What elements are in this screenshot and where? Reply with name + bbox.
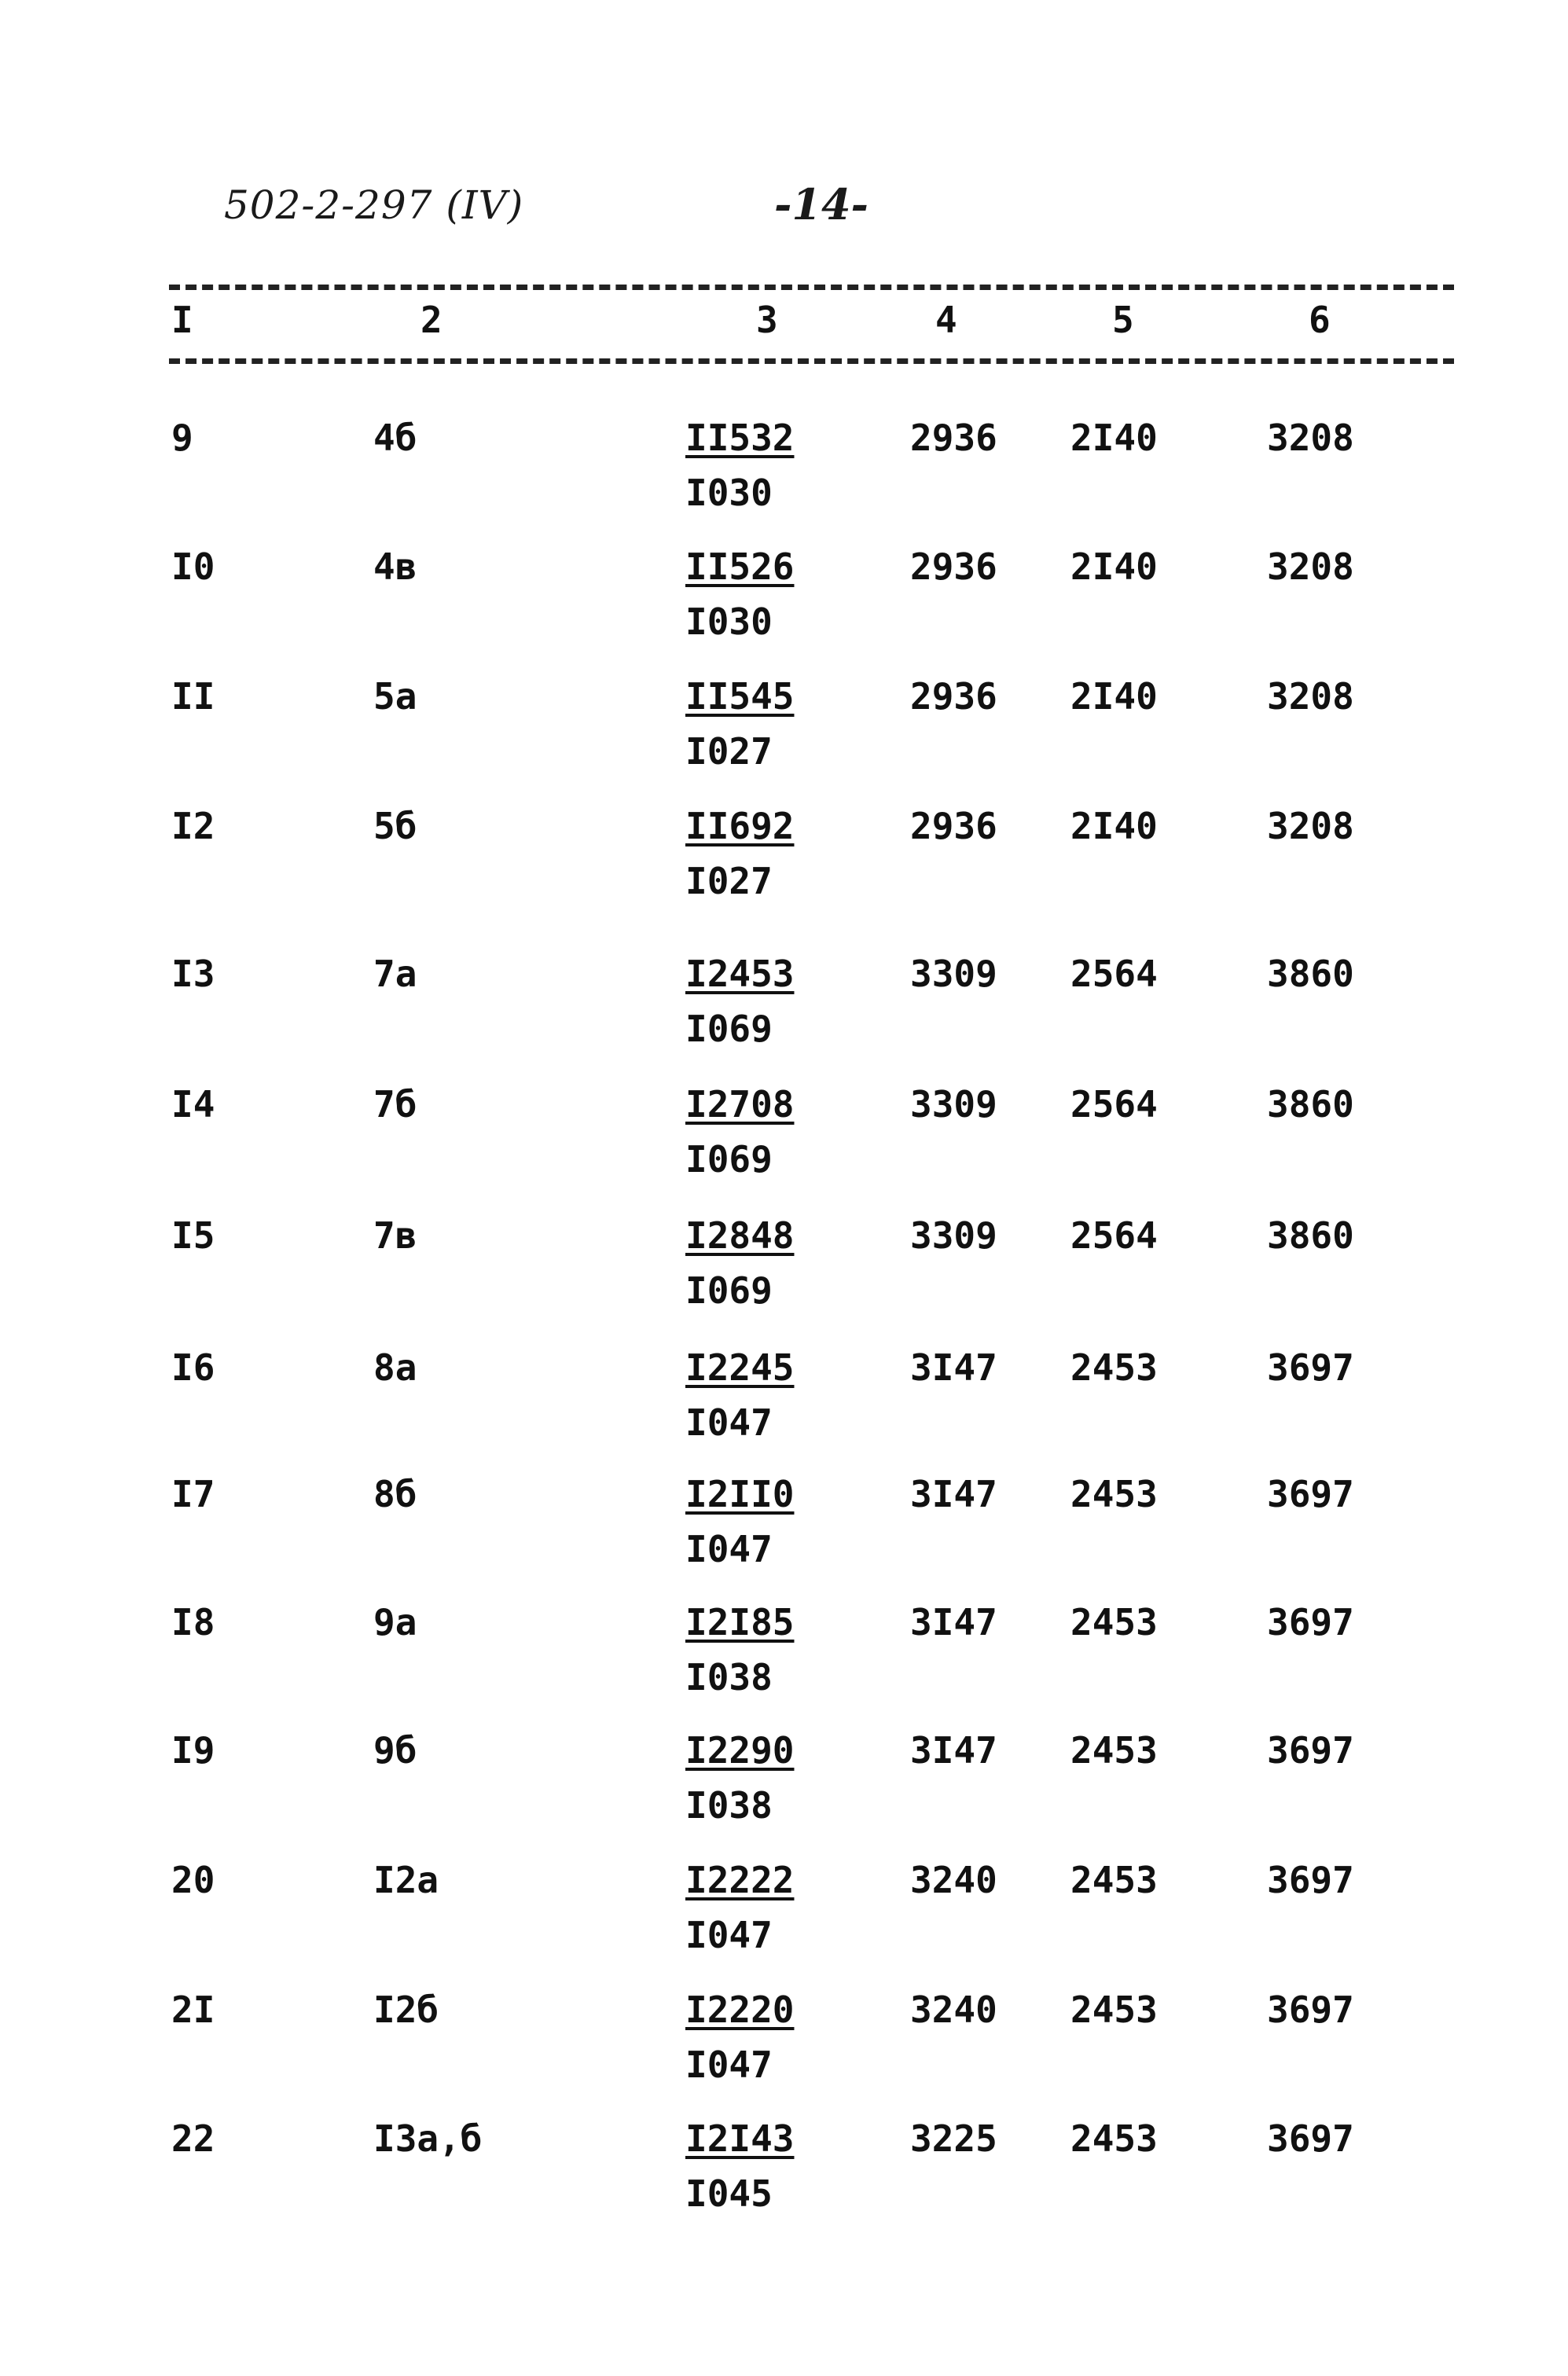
row-type: 8а <box>373 1346 417 1389</box>
fraction-denominator: I047 <box>685 1528 773 1570</box>
column-header-3: 3 <box>756 299 778 341</box>
fraction-denominator: I047 <box>685 1914 773 1956</box>
row-fraction <box>685 1346 794 1444</box>
row-value-5: 2I40 <box>1070 805 1158 847</box>
row-value-6: 3697 <box>1267 1729 1354 1772</box>
row-fraction <box>685 1729 794 1827</box>
row-value-4: 3I47 <box>910 1601 997 1643</box>
row-number: I6 <box>171 1346 215 1389</box>
fraction-numerator: I2222 <box>685 1859 795 1901</box>
row-value-4: 2936 <box>910 417 997 459</box>
row-value-5: 2453 <box>1070 1346 1158 1389</box>
row-type: 9б <box>373 1729 417 1772</box>
row-value-4: 3I47 <box>910 1473 997 1515</box>
row-value-4: 3240 <box>910 1989 997 2031</box>
row-value-5: 2453 <box>1070 1601 1158 1643</box>
row-value-4: 3I47 <box>910 1346 997 1389</box>
row-number: 22 <box>171 2117 215 2160</box>
fraction-denominator: I069 <box>685 1138 773 1181</box>
row-type: I2а <box>373 1859 439 1901</box>
row-fraction <box>685 1601 794 1698</box>
row-number: I9 <box>171 1729 215 1772</box>
fraction-denominator: I030 <box>685 472 773 514</box>
row-type: I3а,б <box>373 2117 483 2160</box>
row-number: I2 <box>171 805 215 847</box>
row-type: 5а <box>373 675 417 718</box>
fraction-denominator: I027 <box>685 730 773 773</box>
fraction-numerator: I2848 <box>685 1214 795 1257</box>
row-fraction <box>685 953 794 1050</box>
fraction-denominator: I069 <box>685 1269 773 1312</box>
fraction-denominator: I069 <box>685 1008 773 1050</box>
row-number: I4 <box>171 1083 215 1126</box>
table-header-row <box>0 299 1568 346</box>
fraction-numerator: I2290 <box>685 1729 795 1772</box>
row-number: I8 <box>171 1601 215 1643</box>
row-number: I3 <box>171 953 215 995</box>
row-value-6: 3208 <box>1267 805 1354 847</box>
row-value-4: 3240 <box>910 1859 997 1901</box>
row-fraction <box>685 805 794 902</box>
row-type: 5б <box>373 805 417 847</box>
row-value-6: 3208 <box>1267 417 1354 459</box>
row-value-5: 2I40 <box>1070 675 1158 718</box>
row-number: I0 <box>171 545 215 588</box>
row-fraction <box>685 1083 794 1181</box>
row-value-4: 3309 <box>910 953 997 995</box>
row-value-6: 3860 <box>1267 1214 1354 1257</box>
fraction-denominator: I047 <box>685 2044 773 2086</box>
fraction-numerator: I2I43 <box>685 2117 795 2160</box>
row-type: 4в <box>373 545 417 588</box>
row-value-4: 3309 <box>910 1083 997 1126</box>
fraction-numerator: II526 <box>685 545 795 588</box>
row-number: I5 <box>171 1214 215 1257</box>
fraction-numerator: I2245 <box>685 1346 795 1389</box>
fraction-numerator: II692 <box>685 805 795 847</box>
row-value-6: 3697 <box>1267 1989 1354 2031</box>
fraction-denominator: I047 <box>685 1401 773 1444</box>
row-value-6: 3697 <box>1267 2117 1354 2160</box>
row-value-4: 2936 <box>910 545 997 588</box>
row-value-5: 2453 <box>1070 2117 1158 2160</box>
row-number: II <box>171 675 215 718</box>
row-value-5: 2I40 <box>1070 417 1158 459</box>
row-value-6: 3860 <box>1267 953 1354 995</box>
fraction-numerator: I2II0 <box>685 1473 795 1515</box>
row-type: 9а <box>373 1601 417 1643</box>
row-number: 20 <box>171 1859 215 1901</box>
row-type: 7в <box>373 1214 417 1257</box>
row-value-4: 2936 <box>910 675 997 718</box>
fraction-numerator: I2I85 <box>685 1601 795 1643</box>
row-fraction <box>685 545 794 643</box>
fraction-denominator: I038 <box>685 1656 773 1698</box>
row-fraction <box>685 1214 794 1312</box>
row-value-6: 3697 <box>1267 1473 1354 1515</box>
fraction-denominator: I045 <box>685 2172 773 2215</box>
fraction-denominator: I038 <box>685 1784 773 1827</box>
row-value-5: 2453 <box>1070 1473 1158 1515</box>
row-value-6: 3208 <box>1267 675 1354 718</box>
fraction-denominator: I027 <box>685 860 773 902</box>
row-value-5: 2564 <box>1070 953 1158 995</box>
row-number: 2I <box>171 1989 215 2031</box>
row-value-6: 3697 <box>1267 1346 1354 1389</box>
row-value-6: 3697 <box>1267 1859 1354 1901</box>
fraction-numerator: I2453 <box>685 953 795 995</box>
row-type: 7а <box>373 953 417 995</box>
row-fraction <box>685 1859 794 1956</box>
row-value-5: 2564 <box>1070 1083 1158 1126</box>
fraction-numerator: II545 <box>685 675 795 718</box>
fraction-numerator: II532 <box>685 417 795 459</box>
row-type: 8б <box>373 1473 417 1515</box>
row-number: I7 <box>171 1473 215 1515</box>
row-type: 7б <box>373 1083 417 1126</box>
row-value-5: 2453 <box>1070 1989 1158 2031</box>
column-header-4: 4 <box>935 299 957 341</box>
row-value-6: 3208 <box>1267 545 1354 588</box>
row-value-5: 2564 <box>1070 1214 1158 1257</box>
row-type: I2б <box>373 1989 439 2031</box>
row-value-4: 2936 <box>910 805 997 847</box>
fraction-numerator: I2708 <box>685 1083 795 1126</box>
row-number: 9 <box>171 417 193 459</box>
column-header-2: 2 <box>420 299 442 341</box>
row-fraction <box>685 1473 794 1570</box>
row-fraction <box>685 417 794 514</box>
row-value-4: 3I47 <box>910 1729 997 1772</box>
column-header-1: I <box>171 299 193 341</box>
document-code: 502-2-297 (IV) <box>224 182 524 228</box>
column-header-6: 6 <box>1309 299 1331 341</box>
page-number: -14- <box>774 179 868 230</box>
row-type: 4б <box>373 417 417 459</box>
column-header-5: 5 <box>1112 299 1134 341</box>
fraction-denominator: I030 <box>685 600 773 643</box>
row-value-4: 3309 <box>910 1214 997 1257</box>
row-value-6: 3860 <box>1267 1083 1354 1126</box>
table-header-rule <box>169 358 1454 364</box>
row-value-6: 3697 <box>1267 1601 1354 1643</box>
fraction-numerator: I2220 <box>685 1989 795 2031</box>
row-fraction <box>685 675 794 773</box>
row-value-5: 2453 <box>1070 1729 1158 1772</box>
row-value-4: 3225 <box>910 2117 997 2160</box>
row-fraction <box>685 2117 794 2215</box>
table-top-rule <box>169 285 1454 290</box>
row-fraction <box>685 1989 794 2086</box>
row-value-5: 2453 <box>1070 1859 1158 1901</box>
row-value-5: 2I40 <box>1070 545 1158 588</box>
